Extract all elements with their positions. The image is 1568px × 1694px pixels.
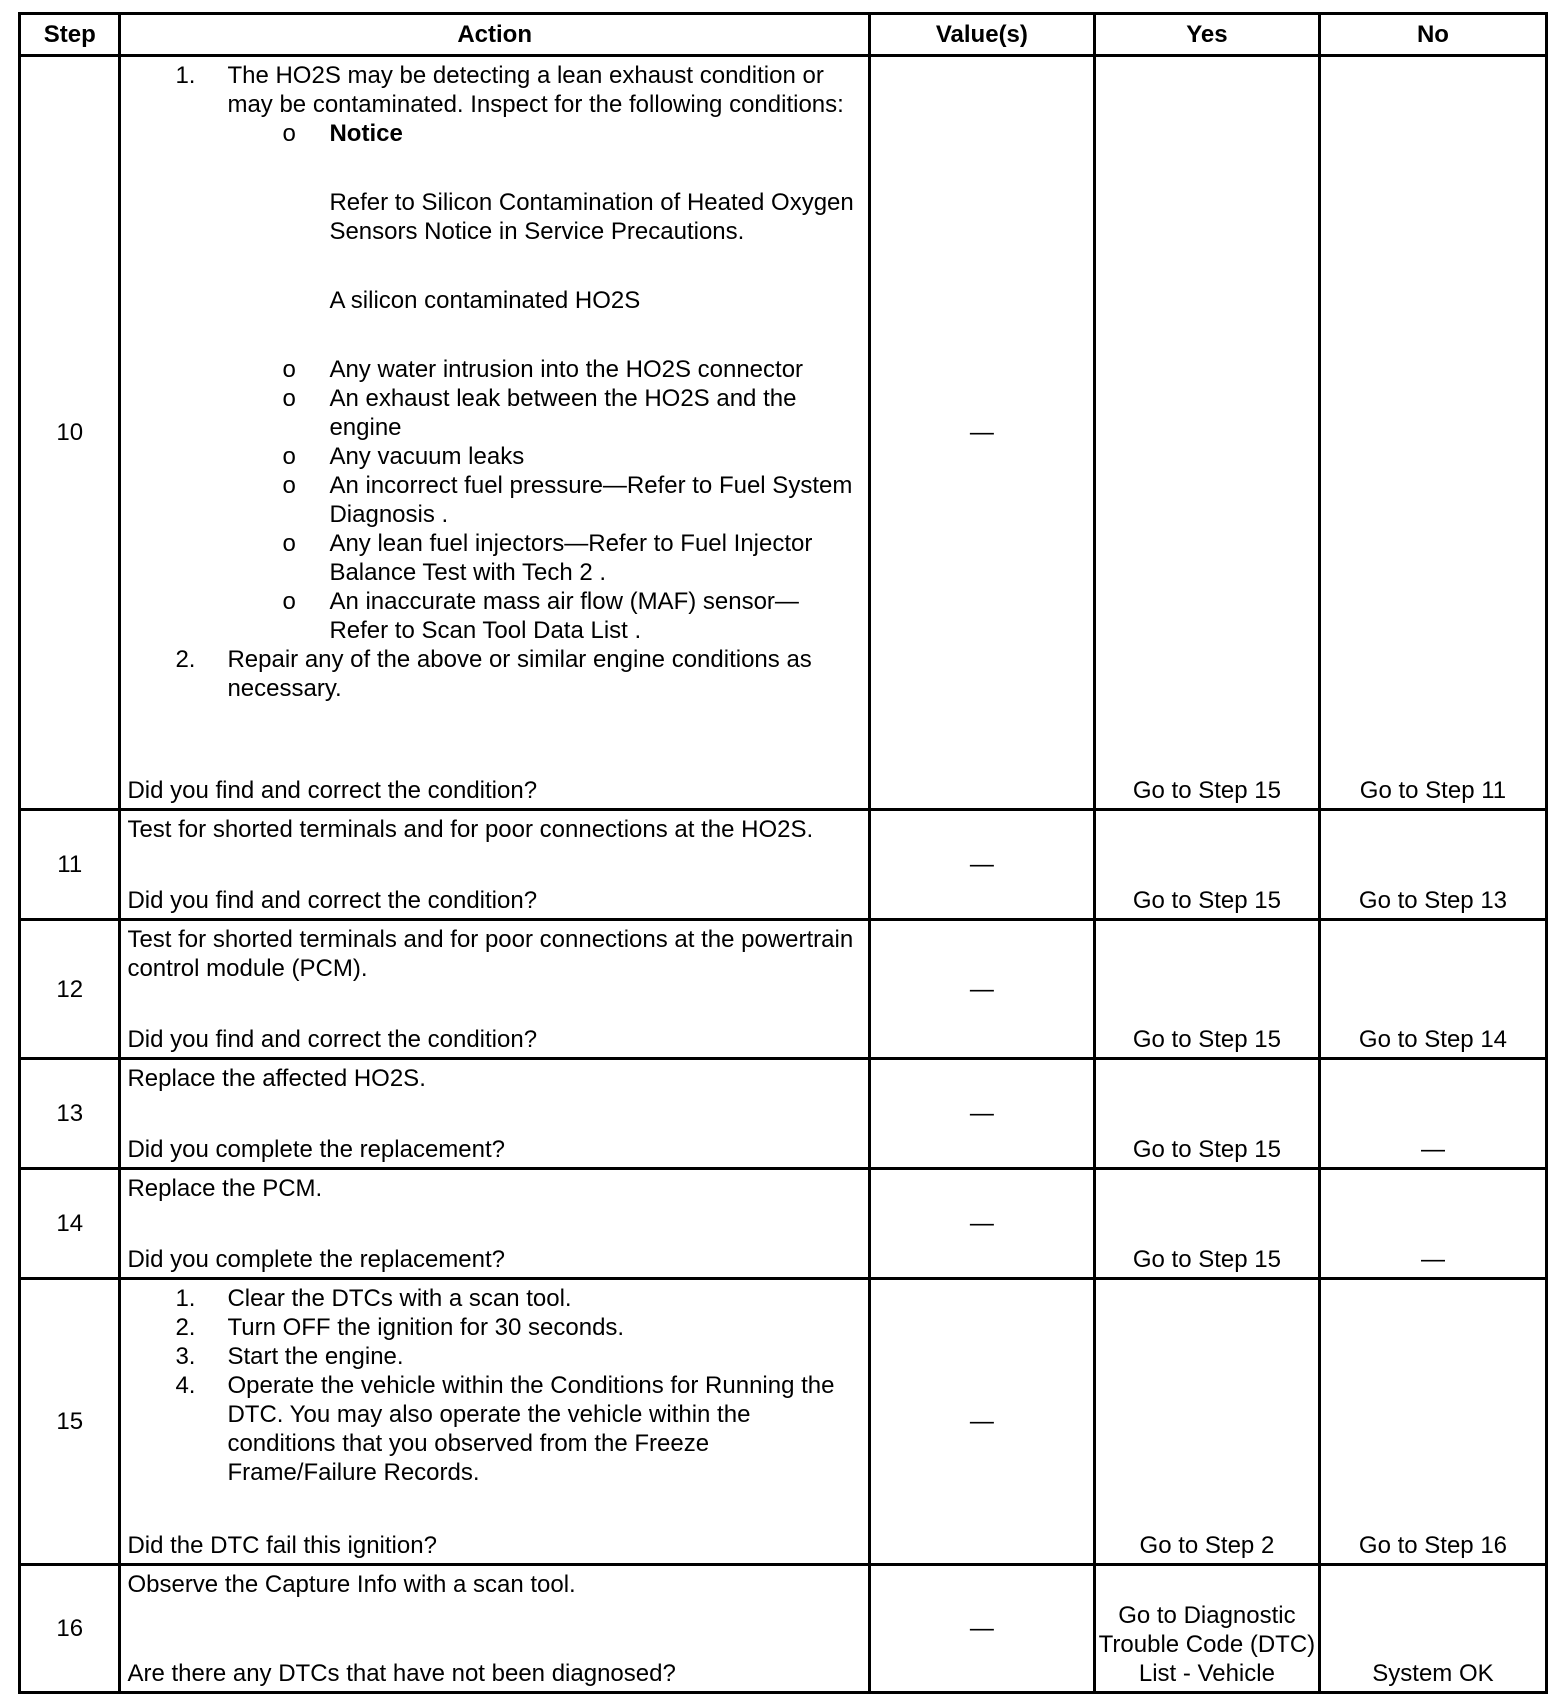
no-cell: Go to Step 13 bbox=[1319, 810, 1546, 920]
action-cell bbox=[120, 810, 869, 920]
step-number: 13 bbox=[20, 1059, 120, 1169]
question: Did you complete the replacement? bbox=[127, 1246, 505, 1273]
action-text: Replace the PCM. bbox=[127, 1175, 323, 1202]
action-cell bbox=[120, 920, 869, 1059]
list-item: o An inaccurate mass air flow (MAF) sensor— Refer to Scan Tool Data List . bbox=[282, 588, 799, 644]
table-row bbox=[20, 1279, 1547, 1565]
step-number: 12 bbox=[20, 920, 120, 1059]
yes-cell: Go to Step 15 bbox=[1094, 56, 1319, 810]
value-cell: — bbox=[869, 56, 1094, 810]
action-text: Observe the Capture Info with a scan tool. bbox=[127, 1571, 576, 1598]
step-number: 16 bbox=[20, 1565, 120, 1693]
table-row bbox=[20, 920, 1547, 1059]
value-cell: — bbox=[869, 810, 1094, 920]
header-step: Step bbox=[20, 14, 120, 56]
table-row bbox=[20, 1059, 1547, 1169]
action-cell bbox=[120, 1279, 869, 1565]
value-cell: — bbox=[869, 1565, 1094, 1693]
list-item: o Any water intrusion into the HO2S connector bbox=[282, 356, 804, 383]
header-yes: Yes bbox=[1094, 14, 1319, 56]
list-item: 2. Turn OFF the ignition for 30 seconds. bbox=[175, 1314, 625, 1341]
question: Did you find and correct the condition? bbox=[127, 777, 538, 804]
action-text: Replace the affected HO2S. bbox=[127, 1065, 426, 1092]
value-cell: — bbox=[869, 920, 1094, 1059]
action-cell bbox=[120, 56, 869, 810]
table-row bbox=[20, 1169, 1547, 1279]
list-item: 1. The HO2S may be detecting a lean exhaust condition or may be contaminated. Inspect for the following conditions: bbox=[175, 62, 844, 118]
yes-cell: Go to Step 2 bbox=[1094, 1279, 1319, 1565]
no-cell: — bbox=[1319, 1059, 1546, 1169]
list-item: 1. Clear the DTCs with a scan tool. bbox=[175, 1285, 572, 1312]
yes-cell: Go to Step 15 bbox=[1094, 920, 1319, 1059]
value-cell: — bbox=[869, 1169, 1094, 1279]
list-item: o Any lean fuel injectors—Refer to Fuel Injector Balance Test with Tech 2 . bbox=[282, 530, 813, 586]
notice-subtext: A silicon contaminated HO2S bbox=[329, 287, 641, 314]
question: Are there any DTCs that have not been diagnosed? bbox=[127, 1660, 676, 1687]
list-item: 3. Start the engine. bbox=[175, 1343, 404, 1370]
table-row bbox=[20, 56, 1547, 810]
no-cell: System OK bbox=[1319, 1565, 1546, 1693]
header-no: No bbox=[1319, 14, 1546, 56]
yes-cell: Go to Diagnostic Trouble Code (DTC) List - Vehicle bbox=[1094, 1565, 1319, 1693]
notice-text: Refer to Silicon Contamination of Heated Oxygen Sensors Notice in Service Precautions. bbox=[329, 189, 854, 245]
question: Did you find and correct the condition? bbox=[127, 1026, 538, 1053]
header-action: Action bbox=[120, 14, 869, 56]
notice-title: Notice bbox=[329, 120, 403, 147]
question: Did you find and correct the condition? bbox=[127, 887, 538, 914]
table-row bbox=[20, 810, 1547, 920]
list-item: o Any vacuum leaks bbox=[282, 443, 525, 470]
step-number: 11 bbox=[20, 810, 120, 920]
header-row bbox=[20, 14, 1547, 56]
value-cell: — bbox=[869, 1059, 1094, 1169]
notice-item: o Notice Refer to Silicon Contamination of Heated Oxygen Sensors Notice in Service Precautions. A silicon contaminated HO2S bbox=[127, 119, 861, 355]
no-cell: Go to Step 11 bbox=[1319, 56, 1546, 810]
list-item: 4. Operate the vehicle within the Conditions for Running the DTC. You may also operate the vehicle within the conditions that you observed from the Freeze Frame/Failure Records. bbox=[175, 1372, 835, 1486]
question: Did you complete the replacement? bbox=[127, 1136, 505, 1163]
action-cell bbox=[120, 1169, 869, 1279]
action-cell bbox=[120, 1565, 869, 1693]
value-cell: — bbox=[869, 1279, 1094, 1565]
no-cell: Go to Step 14 bbox=[1319, 920, 1546, 1059]
list-item: 2. Repair any of the above or similar engine conditions as necessary. bbox=[175, 646, 812, 702]
action-text: Test for shorted terminals and for poor connections at the HO2S. bbox=[127, 816, 814, 843]
action-text: Test for shorted terminals and for poor connections at the powertrain control module (PCM). bbox=[127, 926, 854, 982]
header-values: Value(s) bbox=[869, 14, 1094, 56]
yes-cell: Go to Step 15 bbox=[1094, 810, 1319, 920]
yes-cell: Go to Step 15 bbox=[1094, 1169, 1319, 1279]
action-cell bbox=[120, 1059, 869, 1169]
yes-cell: Go to Step 15 bbox=[1094, 1059, 1319, 1169]
step-number: 14 bbox=[20, 1169, 120, 1279]
list-item: o An exhaust leak between the HO2S and the engine bbox=[282, 385, 797, 441]
question: Did the DTC fail this ignition? bbox=[127, 1532, 437, 1559]
no-cell: — bbox=[1319, 1169, 1546, 1279]
no-cell: Go to Step 16 bbox=[1319, 1279, 1546, 1565]
step-number: 10 bbox=[20, 56, 120, 810]
step-number: 15 bbox=[20, 1279, 120, 1565]
table-row bbox=[20, 1565, 1547, 1693]
diagnostic-table bbox=[18, 12, 1548, 1694]
list-item: o An incorrect fuel pressure—Refer to Fuel System Diagnosis . bbox=[282, 472, 853, 528]
